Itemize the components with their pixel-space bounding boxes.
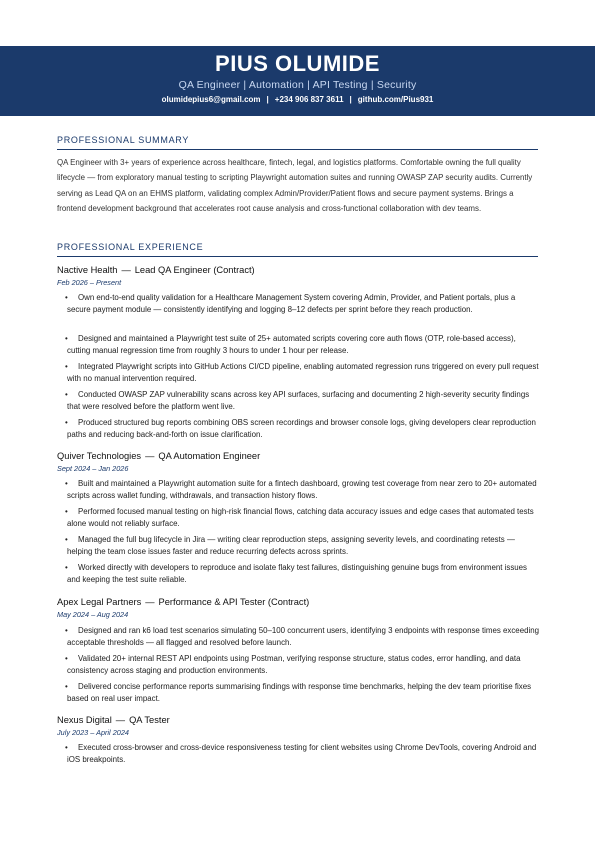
job-role: QA Automation Engineer xyxy=(158,451,261,461)
phone-number: +234 906 837 3611 xyxy=(274,95,344,104)
job-bullet xyxy=(59,653,540,678)
candidate-subtitle: QA Engineer | Automation | API Testing | Security xyxy=(178,79,417,91)
bullet-text: Own end-to-end quality validation for a Healthcare Management System covering Admin, Provider, and Patient portals, plus a secure payment module — consistently identifying and logging 8–12 defects per sprint before they reach production. xyxy=(67,293,516,315)
bullet-dot: • xyxy=(65,626,68,635)
bullet-text: Managed the full bug lifecycle in Jira — writing clear reproduction steps, assigning severity levels, and coordinating retests — helping the team close issues faster and reduce recurring defects across sprints. xyxy=(67,535,515,557)
bullet-text: Worked directly with developers to reproduce and isolate flaky test failures, distinguishing genuine bugs from environment issues and keeping the test suite reliable. xyxy=(67,563,527,585)
title-dash: — xyxy=(145,451,155,461)
experience-heading: PROFESSIONAL EXPERIENCE xyxy=(57,242,204,252)
job-role: Performance & API Tester (Contract) xyxy=(158,597,310,607)
job-bullet xyxy=(59,361,540,386)
job-bullet xyxy=(59,562,540,587)
job-title xyxy=(57,597,309,608)
job-company: Quiver Technologies xyxy=(57,451,142,461)
job-bullet xyxy=(59,292,540,317)
bullet-dot: • xyxy=(65,743,68,752)
bullet-text: Executed cross-browser and cross-device responsiveness testing for client websites using Chrome DevTools, covering Android and iOS breakpoints. xyxy=(67,743,537,765)
candidate-name: PIUS OLUMIDE xyxy=(215,51,380,76)
job-company: Nactive Health xyxy=(57,265,118,275)
job-bullet xyxy=(59,333,540,358)
bullet-dot: • xyxy=(65,334,68,343)
job-dates: May 2024 – Aug 2024 xyxy=(57,610,129,619)
bullet-dot: • xyxy=(65,682,68,691)
job-bullet xyxy=(59,625,540,650)
bullet-text: Performed focused manual testing on high-risk financial flows, catching data accuracy issues and edge cases that automated tests alone would not reliably surface. xyxy=(67,507,534,529)
bullet-text: Delivered concise performance reports summarising findings with response time benchmarks, helping the dev team prioritise fixes based on real user impact. xyxy=(67,682,532,704)
job-role: Lead QA Engineer (Contract) xyxy=(134,265,255,275)
job-title xyxy=(57,265,255,276)
bullet-dot: • xyxy=(65,390,68,399)
section-divider xyxy=(57,256,538,257)
bullet-text: Integrated Playwright scripts into GitHub Actions CI/CD pipeline, enabling automated regression runs triggered on every pull request with no manual intervention required. xyxy=(67,362,539,384)
job-company: Apex Legal Partners xyxy=(57,597,142,607)
job-dates: Sept 2024 – Jan 2026 xyxy=(57,464,129,473)
job-bullet xyxy=(59,681,540,706)
section-divider xyxy=(57,149,538,150)
bullet-dot: • xyxy=(65,293,68,302)
job-bullet xyxy=(59,389,540,414)
bullet-text: Designed and maintained a Playwright test suite of 25+ automated scripts covering core auth flows (OTP, role-based access), cutting manual regression time from roughly 3 hours to under 1 hour per release. xyxy=(67,334,516,356)
job-bullet xyxy=(59,534,540,559)
job-title xyxy=(57,451,260,462)
bullet-text: Designed and ran k6 load test scenarios simulating 50–100 concurrent users, identifying 3 endpoints with response times exceeding acceptable thresholds — all flagged and resolved before launch. xyxy=(67,626,539,648)
job-dates: July 2023 – April 2024 xyxy=(57,728,129,737)
contact-separator: | xyxy=(349,95,352,104)
contact-separator: | xyxy=(266,95,269,104)
bullet-text: Conducted OWASP ZAP vulnerability scans across key API surfaces, surfacing and documenting 2 high-severity security findings that were resolved before the platform went live. xyxy=(67,390,530,412)
bullet-dot: • xyxy=(65,362,68,371)
email-link[interactable]: olumidepius6@gmail.com xyxy=(161,95,261,104)
bullet-dot: • xyxy=(65,535,68,544)
bullet-text: Produced structured bug reports combining OBS screen recordings and browser console logs, giving developers clear reproduction paths and reducing back-and-forth on issue clarification. xyxy=(67,418,536,440)
bullet-dot: • xyxy=(65,479,68,488)
job-bullet xyxy=(59,742,540,767)
bullet-text: Built and maintained a Playwright automation suite for a fintech dashboard, growing test coverage from near zero to 20+ automated scripts across wallet funding, withdrawals, and transaction history flows. xyxy=(67,479,537,501)
job-dates: Feb 2026 – Present xyxy=(57,278,122,287)
bullet-dot: • xyxy=(65,507,68,516)
title-dash: — xyxy=(115,715,126,725)
contact-line xyxy=(0,95,595,105)
github-link[interactable]: github.com/Pius931 xyxy=(357,95,434,104)
title-dash: — xyxy=(121,265,131,275)
bullet-dot: • xyxy=(65,654,68,663)
bullet-dot: • xyxy=(65,563,68,572)
job-bullet xyxy=(59,417,540,442)
job-bullet xyxy=(59,506,540,531)
job-company: Nexus Digital xyxy=(57,715,112,725)
bullet-dot: • xyxy=(65,418,68,427)
bullet-text: Validated 20+ internal REST API endpoints using Postman, verifying response structure, status codes, error handling, and data consistency across staging and production environments. xyxy=(67,654,521,676)
job-bullet xyxy=(59,478,540,503)
resume-header xyxy=(0,46,595,116)
job-role: QA Tester xyxy=(129,715,170,725)
summary-text: QA Engineer with 3+ years of experience across healthcare, fintech, legal, and logistics platforms. Comfortable owning the full quality lifecycle — from exploratory manual testing to scripting Playwright automation suites and running OWASP ZAP security audits. Currently serving as Lead QA on an EHMS platform, validating complex Admin/Provider/Patient flows and secure payment systems. Brings a frontend development background that accelerates root cause analysis and cross-functional collaboration with dev teams. xyxy=(57,158,533,213)
title-dash: — xyxy=(145,597,155,607)
job-title xyxy=(57,715,170,726)
summary-heading: PROFESSIONAL SUMMARY xyxy=(57,135,190,145)
